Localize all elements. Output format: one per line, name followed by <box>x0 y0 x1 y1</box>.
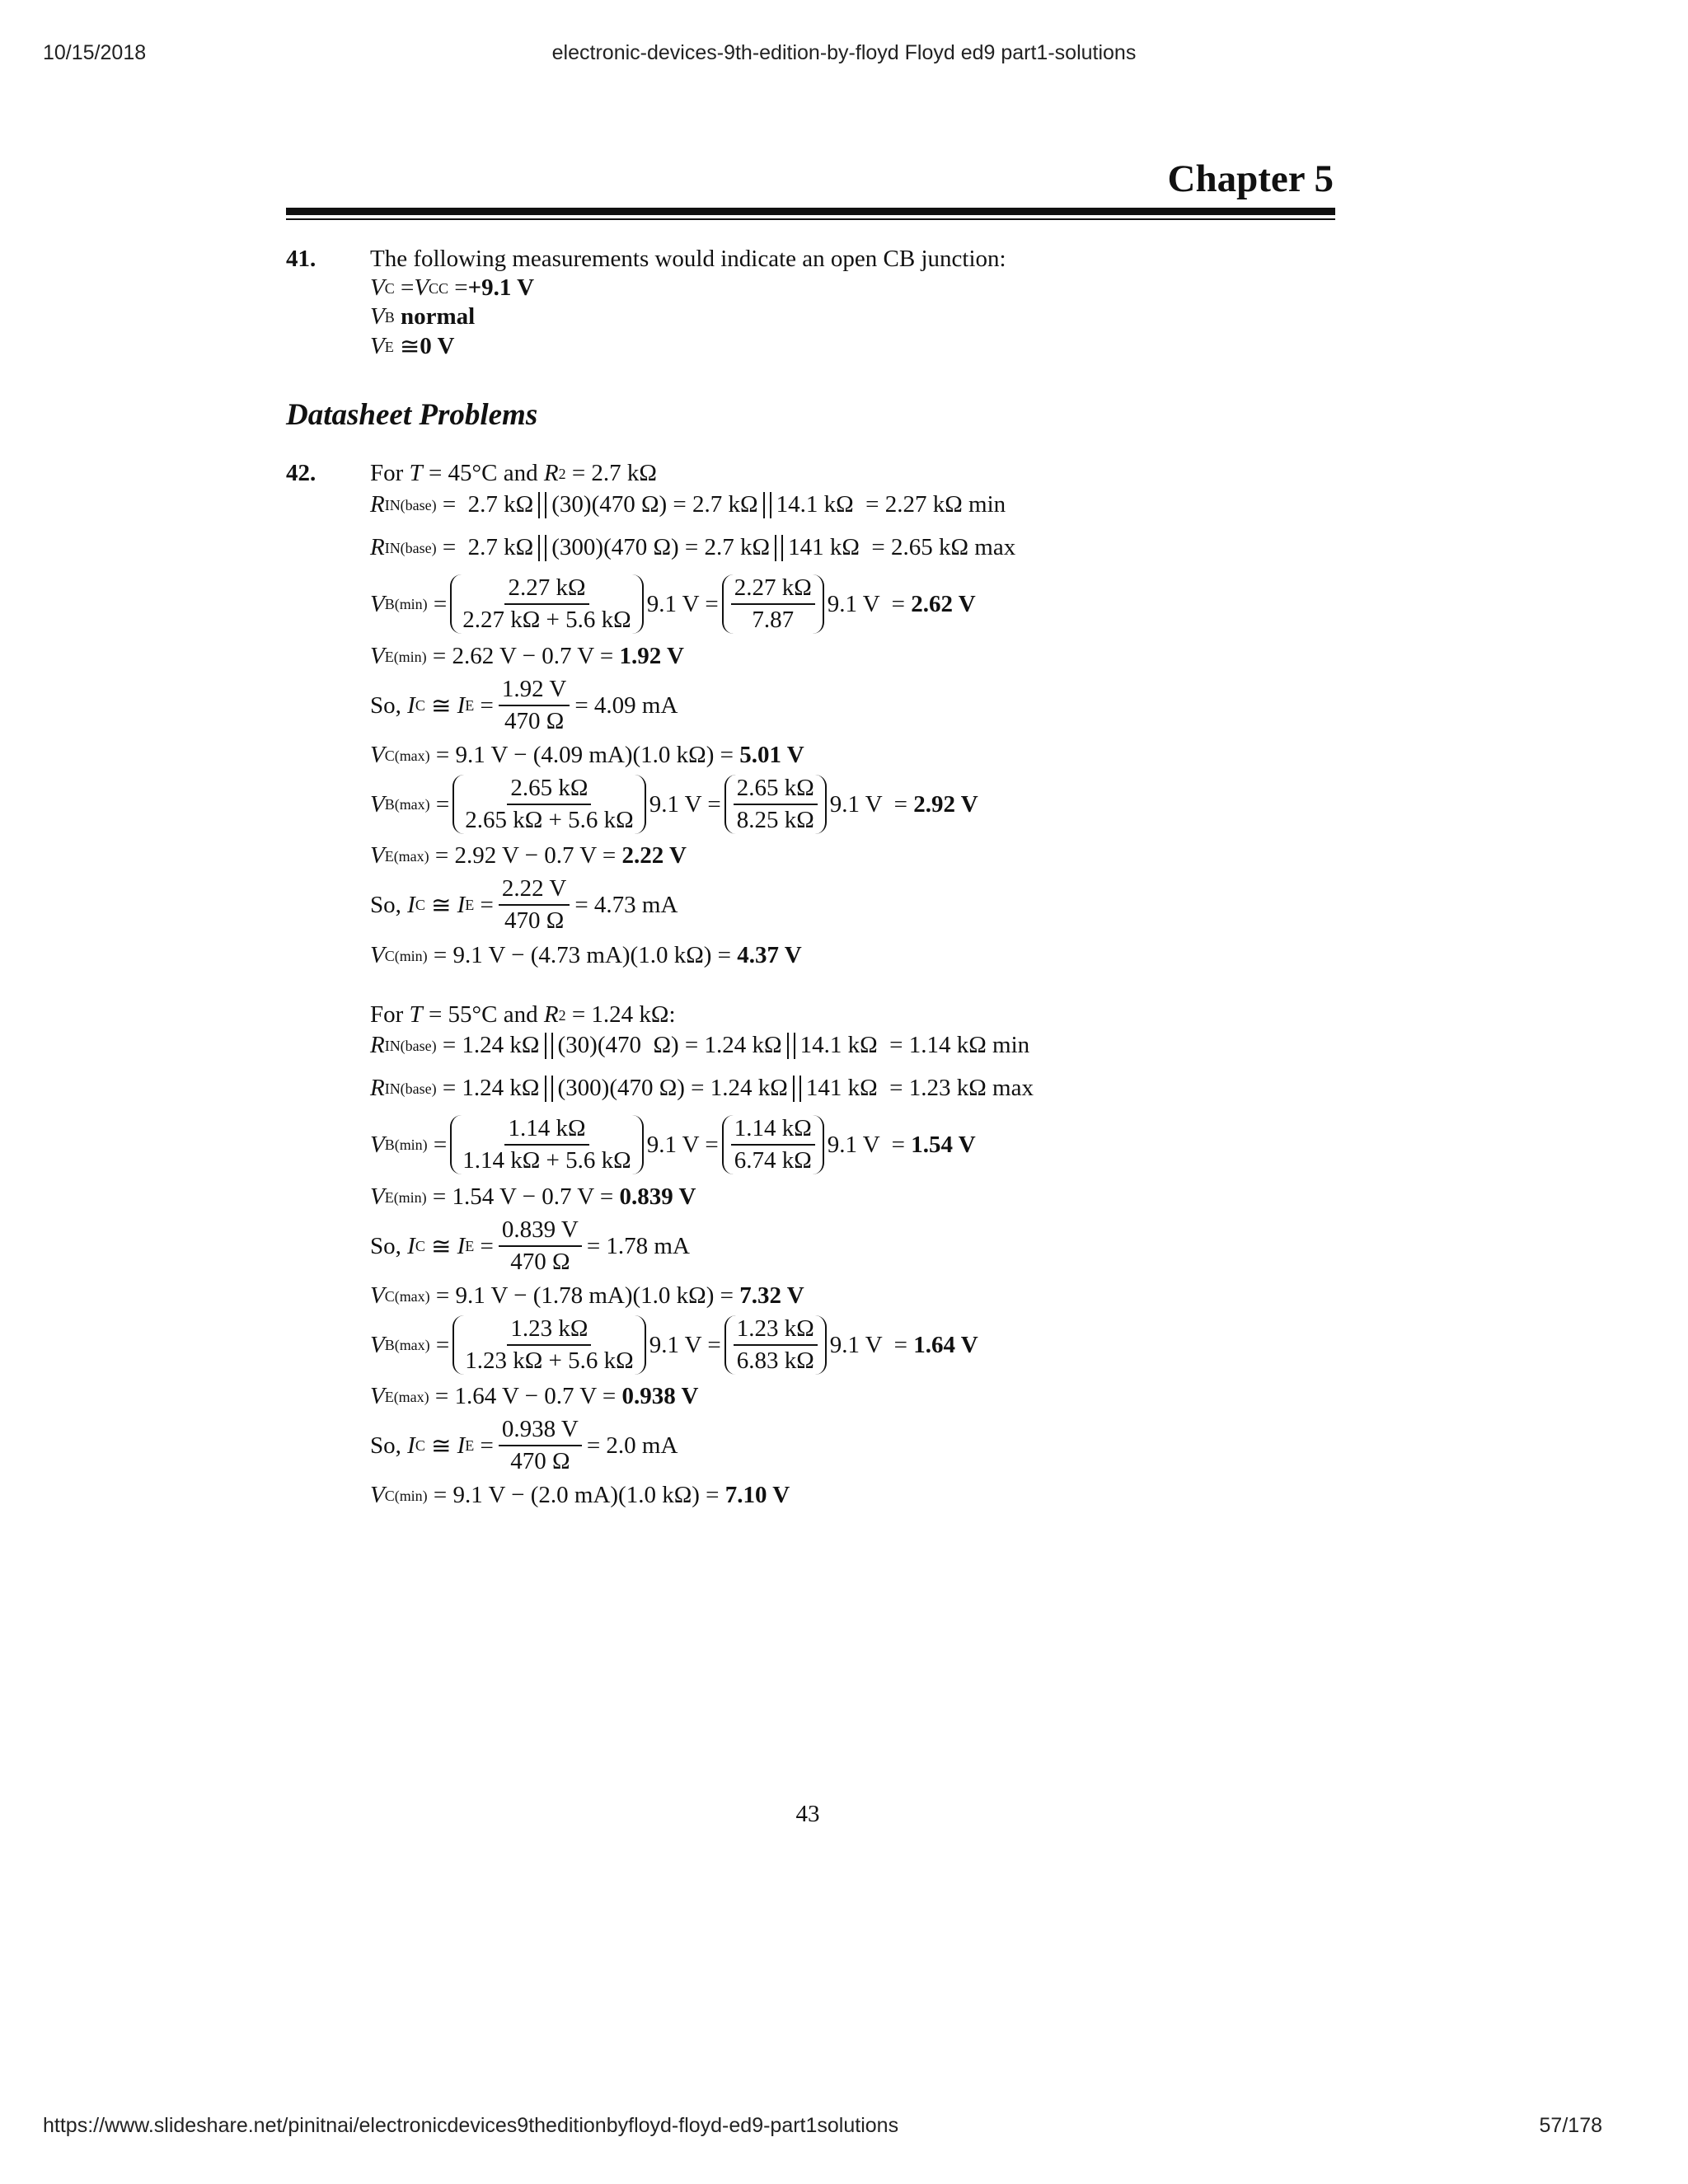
problem-number-41: 41. <box>286 246 316 272</box>
p42-ve-max-1: V E(max) = 2.92 V − 0.7 V = 2.22 V <box>370 842 687 869</box>
p42-ic-4: So, I C ≅ I E = $\frac{0.938 V}{470 \Omega}$ = 2.0 mA <box>370 1416 678 1474</box>
p42-vc-max-1: V C(max) = 9.1 V − (4.09 mA)(1.0 kΩ) = 5.01 V <box>370 742 804 768</box>
chapter-rule-thick <box>286 208 1335 215</box>
p42-rin-max-2: R IN(base) = 1.24 kΩ (300)(470 Ω) = 1.24 kΩ 141 kΩ = 1.23 kΩ max <box>370 1075 1034 1101</box>
p42-rin-min-1: R IN(base) = 2.7 kΩ (30)(470 Ω) = 2.7 kΩ 14.1 kΩ = 2.27 kΩ min <box>370 491 1006 518</box>
p42-condition-1: For T = 45°C and R 2 = 2.7 kΩ <box>370 460 657 486</box>
print-date: 10/15/2018 <box>43 41 147 64</box>
p42-ic-1: So, I C ≅ I E = $\frac{1.92 V}{470 \Omega}$ = 4.09 mA <box>370 676 678 734</box>
print-url: https://www.slideshare.net/pinitnai/electronicdevices9theditionbyfloyd-floyd-ed9-part1solutions <box>43 2114 899 2137</box>
p42-vc-min-2: V C(min) = 9.1 V − (2.0 mA)(1.0 kΩ) = 7.10 V <box>370 1482 790 1508</box>
vb-normal-label: normal <box>400 303 476 330</box>
p42-ve-min-2: V E(min) = 1.54 V − 0.7 V = 0.839 V <box>370 1183 696 1210</box>
p42-ic-2: So, I C ≅ I E = $\frac{2.22 V}{470 \Omega}$ = 4.73 mA <box>370 875 678 934</box>
p42-rin-min-2: R IN(base) = 1.24 kΩ (30)(470 Ω) = 1.24 kΩ 14.1 kΩ = 1.14 kΩ min <box>370 1032 1030 1058</box>
p42-vb-min-2: V B(min) = $\frac{1.14 k\Omega}{1.14 k\Omega + 5.6 k\Omega}$ 9.1 V = $\frac{1.14 k\Omega}{6.74 k\Omega}$ 9.1 V = 1.54 V <box>370 1115 976 1174</box>
print-page-count: 57/178 <box>1539 2114 1602 2137</box>
p42-vb-min-1: V B(min) = $\frac{2.27 k\Omega}{2.27 k\Omega + 5.6 k\Omega}$ 9.1 V = $\frac{2.27 k\Omega}{7.87}$ 9.1 V = 2.62 V <box>370 574 976 633</box>
p42-condition-2: For T = 55°C and R 2 = 1.24 kΩ: <box>370 1001 676 1028</box>
page-number: 43 <box>795 1801 820 1827</box>
chapter-heading: Chapter 5 <box>1167 157 1334 200</box>
p42-vb-max-1: V B(max) = $\frac{2.65 k\Omega}{2.65 k\Omega + 5.6 k\Omega}$ 9.1 V = $\frac{2.65 k\Omega}{8.25 k\Omega}$ 9.1 V = 2.92 V <box>370 775 978 833</box>
problem-41-ve: V E ≅ 0 V <box>370 333 455 360</box>
p42-ve-max-2: V E(max) = 1.64 V − 0.7 V = 0.938 V <box>370 1383 699 1409</box>
p42-vc-max-2: V C(max) = 9.1 V − (1.78 mA)(1.0 kΩ) = 7.32 V <box>370 1282 804 1309</box>
chapter-rule-thin <box>286 218 1335 220</box>
p42-vb-max-2: V B(max) = $\frac{1.23 k\Omega}{1.23 k\Omega + 5.6 k\Omega}$ 9.1 V = $\frac{1.23 k\Omega}{6.83 k\Omega}$ 9.1 V = 1.64 V <box>370 1315 978 1374</box>
p42-vc-min-1: V C(min) = 9.1 V − (4.73 mA)(1.0 kΩ) = 4.37 V <box>370 942 802 968</box>
p42-rin-max-1: R IN(base) = 2.7 kΩ (300)(470 Ω) = 2.7 kΩ 141 kΩ = 2.65 kΩ max <box>370 534 1016 560</box>
problem-41-text: The following measurements would indicate an open CB junction: <box>370 246 1006 272</box>
section-heading: Datasheet Problems <box>286 398 538 432</box>
print-title: electronic-devices-9th-edition-by-floyd Floyd ed9 part1-solutions <box>551 41 1137 64</box>
problem-number-42: 42. <box>286 460 316 486</box>
problem-41-vb: V B normal <box>370 303 476 330</box>
p42-ve-min-1: V E(min) = 2.62 V − 0.7 V = 1.92 V <box>370 643 684 669</box>
p42-ic-3: So, I C ≅ I E = $\frac{0.839 V}{470 \Omega}$ = 1.78 mA <box>370 1216 690 1275</box>
problem-41-vc: V C = V CC = +9.1 V <box>370 274 535 301</box>
